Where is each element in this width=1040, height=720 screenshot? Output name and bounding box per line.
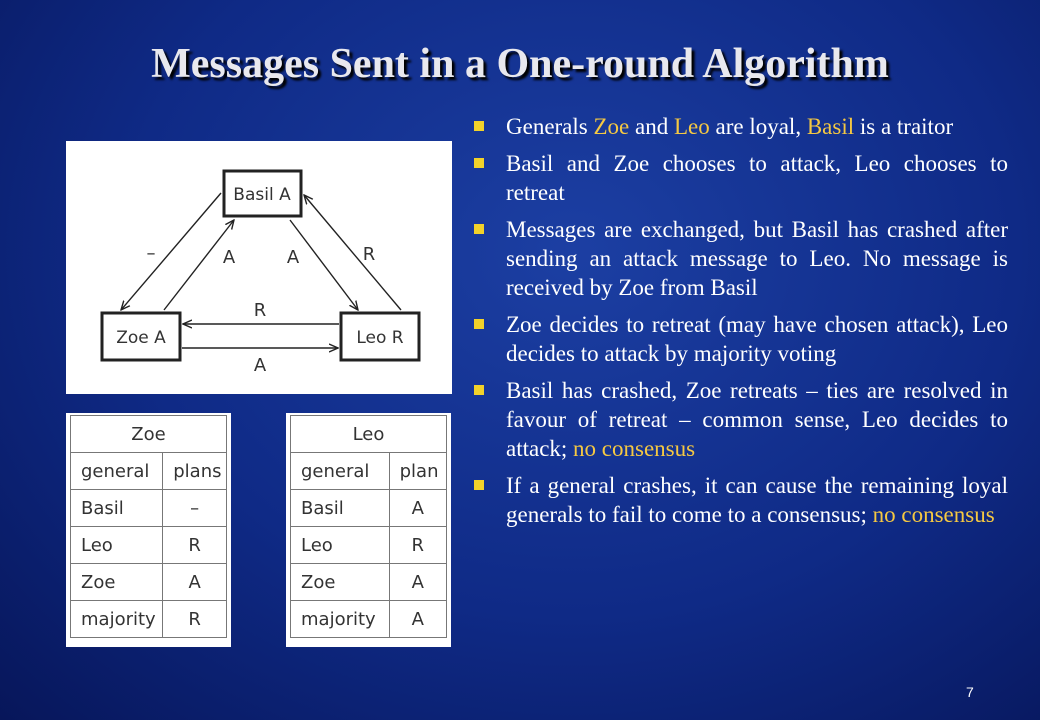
table-cell: A	[389, 564, 446, 601]
edge-label-leo-zoe: R	[253, 300, 267, 321]
table-cell: Zoe	[71, 564, 163, 601]
bullet-text: is a traitor	[854, 114, 954, 139]
highlight-text: Basil	[806, 114, 855, 139]
bullet-text: Zoe decides to retreat (may have chosen attack), Leo decides to attack by majority voting	[506, 312, 1008, 366]
edge-leo-to-basil	[304, 195, 401, 310]
node-zoe-label: Zoe A	[116, 328, 166, 348]
bullet-text: Basil has crashed, Zoe retreats – ties are resolved in favour of retreat – common sense, Leo decides to attack;	[506, 378, 1008, 461]
highlight-text: no consensus	[872, 502, 995, 527]
table-cell: A	[163, 564, 227, 601]
table-row	[291, 490, 447, 527]
table-cell: R	[389, 527, 446, 564]
edge-label-zoe-basil: A	[222, 247, 236, 268]
column-header: general	[291, 453, 390, 490]
table-title: Leo	[291, 416, 447, 453]
square-bullet-icon	[474, 319, 484, 329]
edge-label-basil-leo: A	[286, 247, 300, 268]
edge-basil-to-leo	[290, 220, 358, 310]
node-basil-label: Basil A	[233, 185, 291, 205]
bullet-item	[470, 149, 1008, 207]
bullet-text: If a general crashes, it can cause the remaining loyal generals to fail to come to a consensus;	[506, 473, 1008, 527]
bullet-text: Basil and Zoe chooses to attack, Leo chooses to retreat	[506, 151, 1008, 205]
edge-label-leo-basil: R	[362, 244, 376, 265]
page-number: 7	[966, 684, 974, 700]
bullet-item	[470, 215, 1008, 302]
bullet-item	[470, 310, 1008, 368]
table-cell: A	[389, 601, 446, 638]
diagram-svg	[66, 141, 452, 394]
table-cell: R	[163, 527, 227, 564]
edge-label-basil-zoe: –	[146, 243, 156, 264]
zoe-plan-table-panel	[66, 413, 231, 647]
leo-plan-table	[290, 415, 447, 638]
bullet-text: Generals	[506, 114, 594, 139]
table-row	[71, 564, 227, 601]
bullet-text: are loyal,	[709, 114, 807, 139]
table-row	[291, 527, 447, 564]
column-header: general	[71, 453, 163, 490]
highlight-text: Zoe	[593, 114, 630, 139]
square-bullet-icon	[474, 121, 484, 131]
table-cell: Leo	[291, 527, 390, 564]
message-diagram	[66, 141, 452, 394]
square-bullet-icon	[474, 224, 484, 234]
table-cell: R	[163, 601, 227, 638]
slide-title: Messages Sent in a One-round Algorithm	[151, 41, 889, 87]
bullet-item	[470, 471, 1008, 529]
highlight-text: Leo	[673, 114, 710, 139]
table-title: Zoe	[71, 416, 227, 453]
square-bullet-icon	[474, 385, 484, 395]
node-leo-label: Leo R	[356, 328, 404, 348]
bullet-list	[470, 112, 1008, 537]
table-row	[291, 601, 447, 638]
square-bullet-icon	[474, 480, 484, 490]
bullet-item	[470, 376, 1008, 463]
table-row	[71, 601, 227, 638]
highlight-text: no consensus	[573, 436, 696, 461]
table-row	[71, 527, 227, 564]
table-cell: Basil	[291, 490, 390, 527]
table-cell: Zoe	[291, 564, 390, 601]
column-header: plans	[163, 453, 227, 490]
square-bullet-icon	[474, 158, 484, 168]
table-cell: A	[389, 490, 446, 527]
table-cell: Basil	[71, 490, 163, 527]
table-cell: majority	[291, 601, 390, 638]
table-cell: –	[163, 490, 227, 527]
table-row	[71, 490, 227, 527]
edge-basil-to-zoe	[121, 193, 221, 310]
bullet-item	[470, 112, 1008, 141]
zoe-plan-table	[70, 415, 227, 638]
table-cell: majority	[71, 601, 163, 638]
column-header: plan	[389, 453, 446, 490]
table-row	[291, 564, 447, 601]
table-cell: Leo	[71, 527, 163, 564]
bullet-text: Messages are exchanged, but Basil has crashed after sending an attack message to Leo. No message is received by Zoe from Basil	[506, 217, 1008, 300]
leo-plan-table-panel	[286, 413, 451, 647]
edge-label-zoe-leo: A	[253, 355, 267, 376]
bullet-text: and	[629, 114, 674, 139]
